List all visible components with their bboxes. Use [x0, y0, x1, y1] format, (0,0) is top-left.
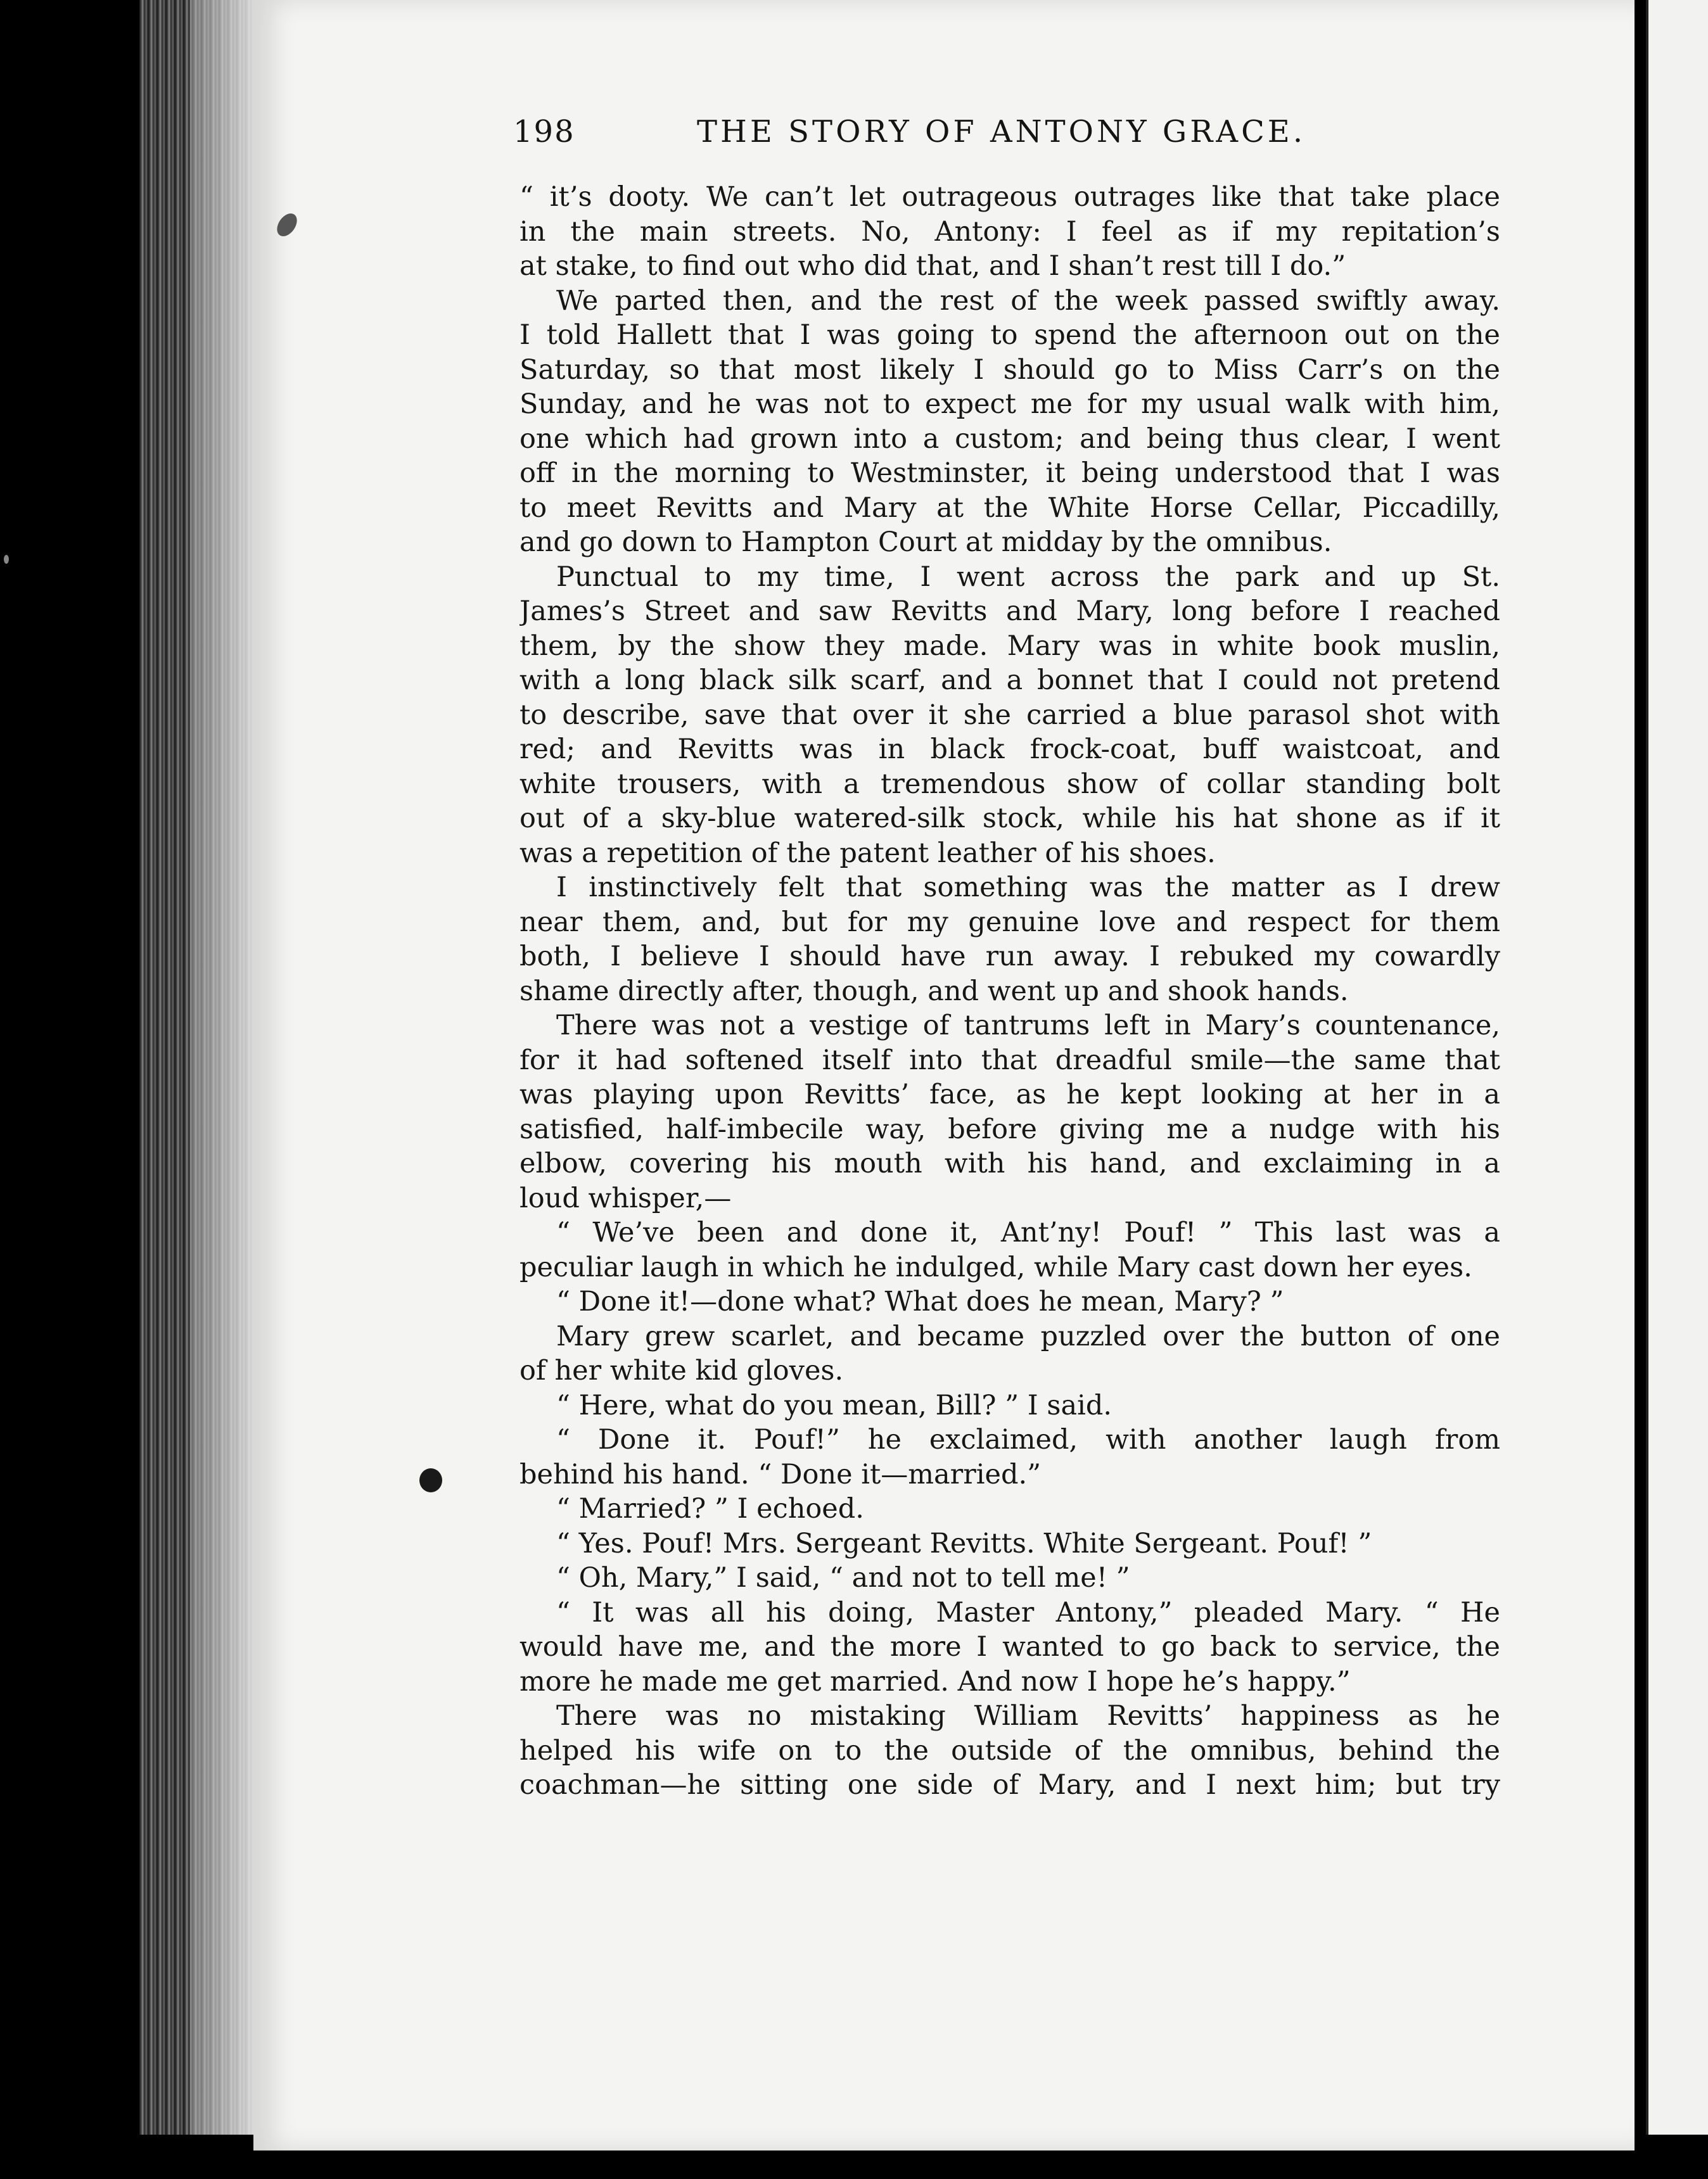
- text-line: them, by the show they made. Mary was in white book muslin,: [519, 630, 1500, 662]
- text-line: We parted then, and the rest of the week passed swiftly away.: [556, 284, 1500, 317]
- text-line: out of a sky-blue watered-silk stock, while his hat shone as if it: [519, 803, 1500, 834]
- text-line: “ Married? ” I echoed.: [556, 1493, 864, 1525]
- text-line: to meet Revitts and Mary at the White Horse Cellar, Piccadilly,: [519, 492, 1500, 524]
- text-line: There was not a vestige of tantrums left in Mary’s countenance,: [556, 1010, 1500, 1041]
- text-line: “ Done it!—done what? What does he mean, Mary? ”: [556, 1286, 1284, 1318]
- running-title: THE STORY OF ANTONY GRACE.: [697, 114, 1306, 149]
- text-line: peculiar laugh in which he indulged, while Mary cast down her eyes.: [519, 1251, 1472, 1283]
- text-line: satisfied, half-imbecile way, before giving me a nudge with his: [519, 1113, 1500, 1145]
- text-line: for it had softened itself into that dreadful smile—the same that: [519, 1044, 1500, 1076]
- text-line: more he made me get married. And now I hope he’s happy.”: [519, 1665, 1351, 1698]
- text-line: There was no mistaking William Revitts’ happiness as he: [556, 1700, 1500, 1732]
- ink-blot: [419, 1468, 442, 1492]
- text-line: and go down to Hampton Court at midday by the omnibus.: [519, 526, 1332, 558]
- text-line: Mary grew scarlet, and became puzzled over the button of one: [556, 1320, 1500, 1352]
- text-line: off in the morning to Westminster, it being understood that I was: [519, 457, 1500, 489]
- text-line: in the main streets. No, Antony: I feel as if my repitation’s: [519, 215, 1500, 248]
- text-line: shame directly after, though, and went up and shook hands.: [519, 975, 1349, 1007]
- text-line: helped his wife on to the outside of the omnibus, behind the: [519, 1734, 1500, 1767]
- book-gutter-shadow: [190, 0, 260, 2135]
- running-head: [513, 114, 1505, 152]
- text-line: was playing upon Revitts’ face, as he kept looking at her in a: [519, 1079, 1500, 1110]
- text-line: loud whisper,—: [519, 1182, 732, 1214]
- text-line: I instinctively felt that something was the matter as I drew: [556, 872, 1500, 903]
- text-line: was a repetition of the patent leather of his shoes.: [519, 837, 1216, 869]
- text-line: at stake, to find out who did that, and I shan’t rest till I do.”: [519, 250, 1346, 282]
- text-line: one which had grown into a custom; and being thus clear, I went: [519, 422, 1500, 455]
- text-line: with a long black silk scarf, and a bonnet that I could not pretend: [519, 664, 1500, 696]
- text-line: would have me, and the more I wanted to go back to service, the: [519, 1631, 1500, 1663]
- text-line: red; and Revitts was in black frock-coat, buff waistcoat, and: [519, 734, 1500, 765]
- text-line: behind his hand. “ Done it—married.”: [519, 1458, 1042, 1490]
- text-line: “ it’s dooty. We can’t let outrageous outrages like that take place: [519, 181, 1500, 213]
- text-line: elbow, covering his mouth with his hand, and exclaiming in a: [519, 1148, 1500, 1179]
- body-text: [519, 180, 1500, 1803]
- text-line: to describe, save that over it she carried a blue parasol shot with: [519, 699, 1500, 731]
- next-page-edge: [1646, 0, 1708, 2135]
- text-line: near them, and, but for my genuine love and respect for them: [519, 906, 1500, 938]
- text-line: of her white kid gloves.: [519, 1355, 844, 1387]
- text-line: “ Yes. Pouf! Mrs. Sergeant Revitts. White Sergeant. Pouf! ”: [556, 1527, 1372, 1560]
- text-line: “ Here, what do you mean, Bill? ” I said.: [556, 1389, 1112, 1421]
- page-number: 198: [513, 114, 575, 149]
- text-line: “ Oh, Mary,” I said, “ and not to tell me! ”: [556, 1562, 1130, 1594]
- text-line: James’s Street and saw Revitts and Mary, long before I reached: [519, 595, 1500, 627]
- text-line: “ It was all his doing, Master Antony,” pleaded Mary. “ He: [556, 1596, 1500, 1629]
- text-line: Punctual to my time, I went across the park and up St.: [556, 561, 1500, 593]
- text-line: Saturday, so that most likely I should go to Miss Carr’s on the: [519, 353, 1500, 386]
- text-line: white trousers, with a tremendous show of collar standing bolt: [519, 768, 1500, 800]
- text-line: Sunday, and he was not to expect me for my usual walk with him,: [519, 388, 1500, 420]
- margin-speck: [4, 555, 9, 564]
- text-line: I told Hallett that I was going to spend the afternoon out on the: [519, 319, 1500, 351]
- text-line: “ Done it. Pouf!” he exclaimed, with another laugh from: [556, 1424, 1500, 1456]
- text-line: coachman—he sitting one side of Mary, and I next him; but try: [519, 1769, 1500, 1801]
- text-line: “ We’ve been and done it, Ant’ny! Pouf! ” This last was a: [556, 1217, 1500, 1248]
- text-line: both, I believe I should have run away. I rebuked my cowardly: [519, 941, 1500, 972]
